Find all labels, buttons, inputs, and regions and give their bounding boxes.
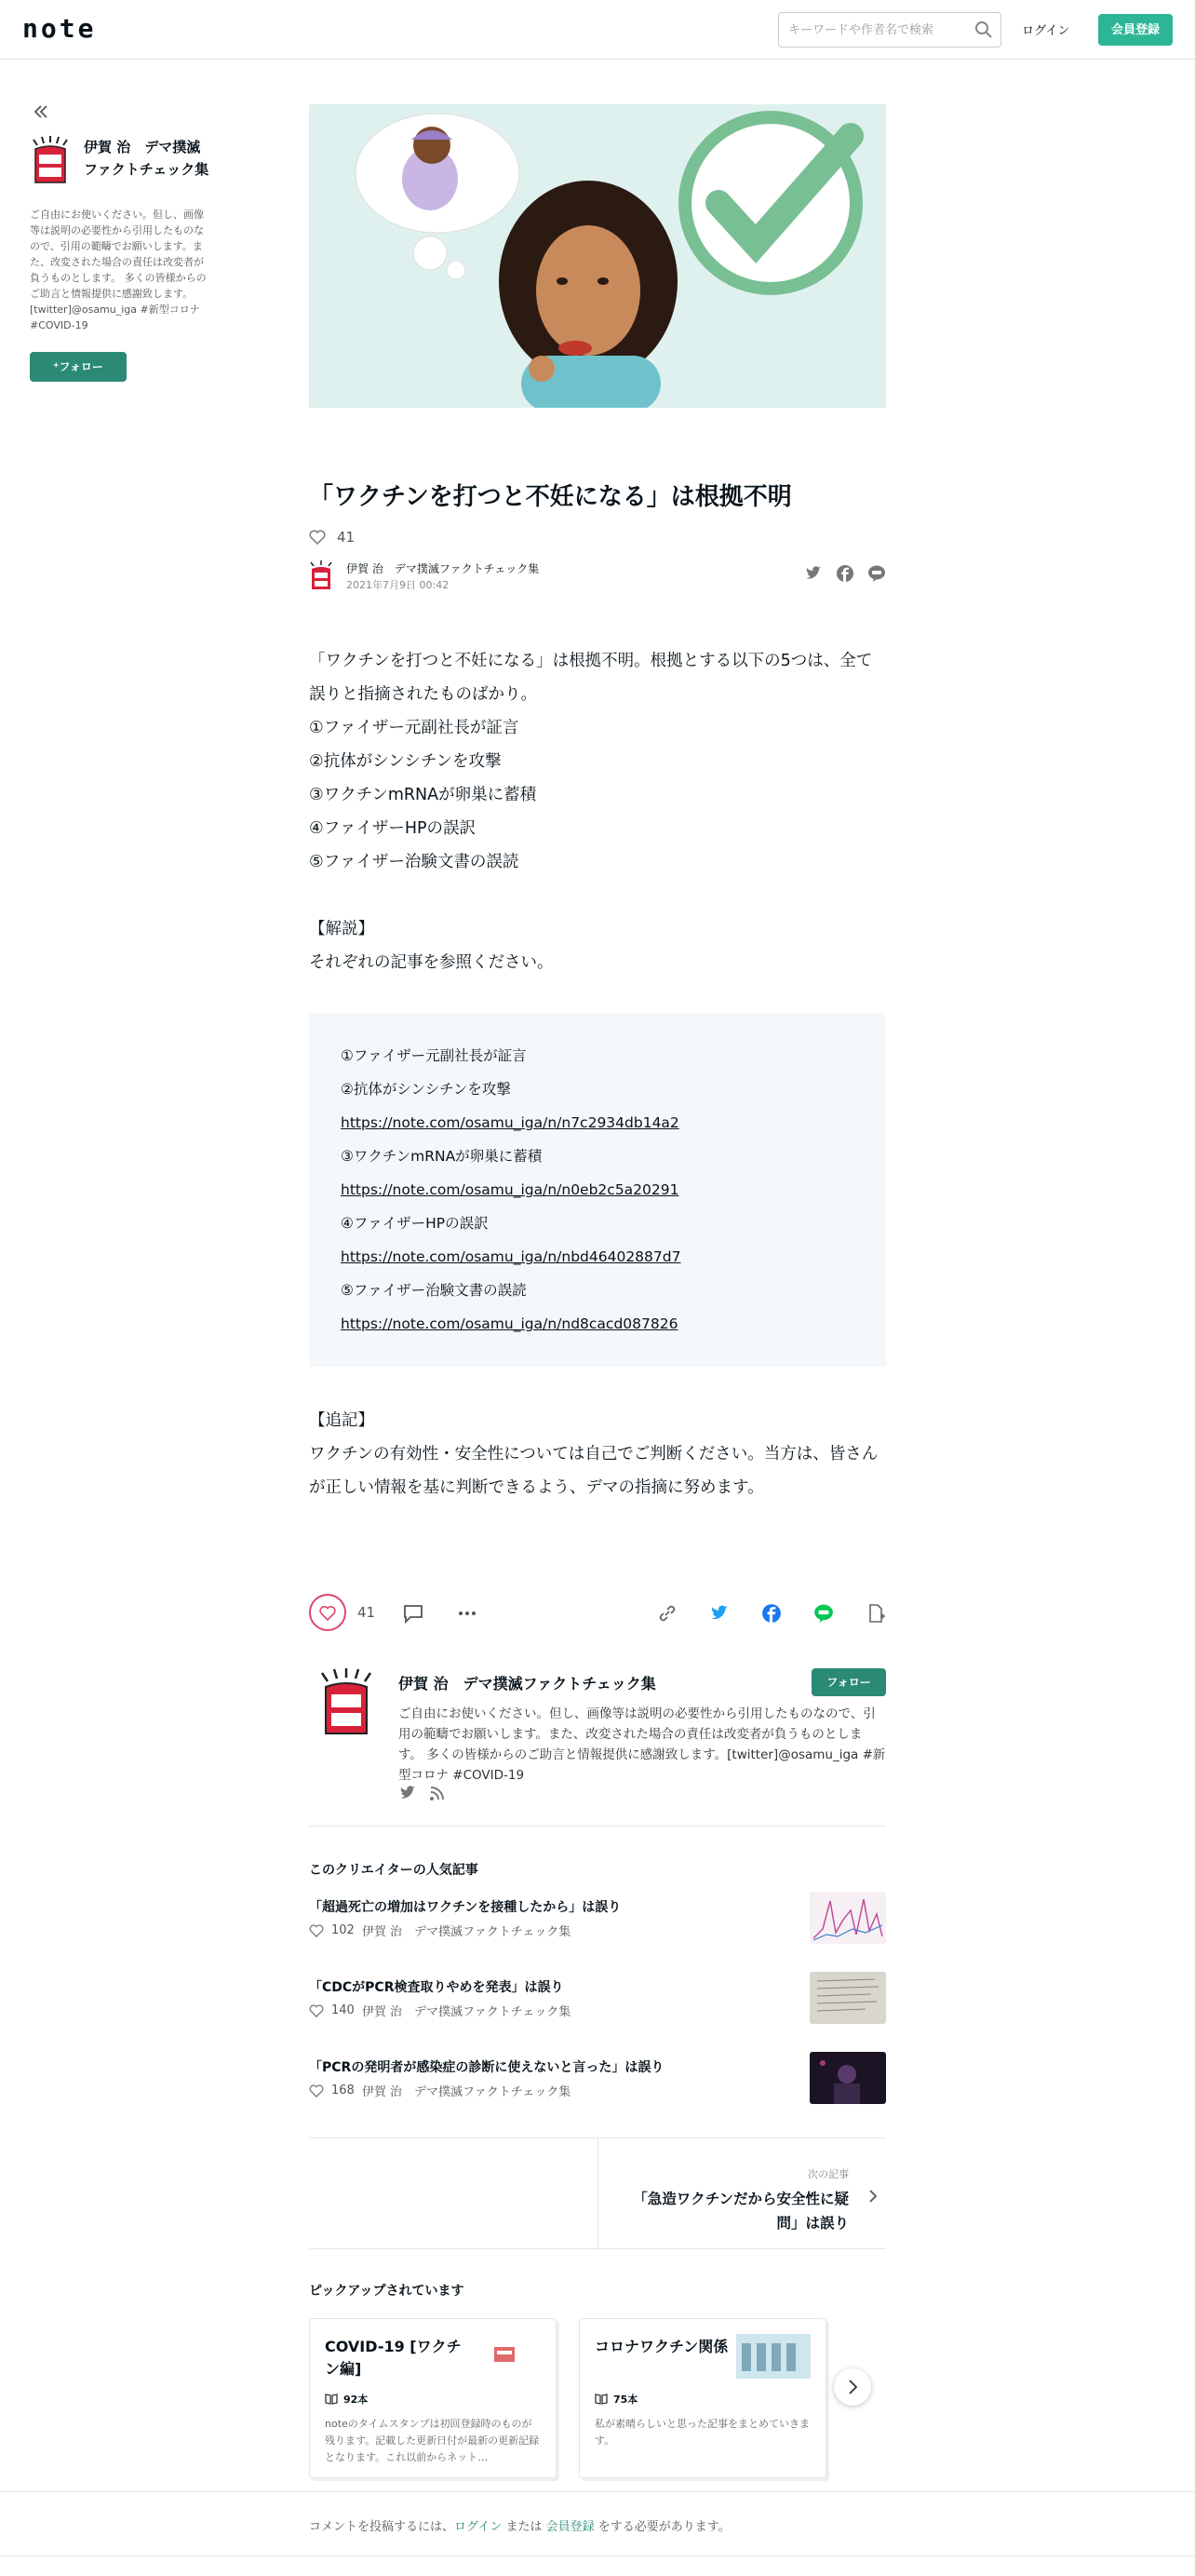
sidebar-author-name[interactable]: 伊賀 治 デマ撲滅ファクトチェック集: [84, 139, 209, 178]
pickup-carousel: [309, 2318, 886, 2486]
popular-item-title[interactable]: 「超過死亡の増加はワクチンを接種したから」は誤り: [309, 1900, 622, 1915]
article-like-count: 41: [337, 529, 356, 546]
double-chevron-left-icon[interactable]: [30, 101, 52, 123]
comment-signup-link[interactable]: 会員登録: [545, 2520, 595, 2534]
signup-button[interactable]: 会員登録: [1098, 14, 1173, 46]
popular-item-thumbnail[interactable]: [810, 2052, 886, 2104]
next-article-label: 次の記事: [808, 2168, 849, 2180]
author-avatar-hoax-icon[interactable]: [309, 560, 333, 590]
heart-icon: [311, 1596, 344, 1629]
popular-item-meta: [309, 1922, 571, 1939]
magazine-count-value: 92本: [343, 2394, 369, 2406]
book-icon: [325, 2394, 338, 2405]
author-card-bio: ご自由にお使いください。但し、画像等は説明の必要性から引用したものなので、引用の範疇でお願いします。また、改変された場合の責任は改変者が負うものとします。 多くの皆様からのご助言と情報提供に感謝致します。[twitter]@osamu_iga #新型コロナ #COVID-19: [398, 1706, 886, 1783]
heart-icon: [309, 2004, 324, 2017]
more-icon[interactable]: [456, 1603, 478, 1624]
hoax-logo-avatar[interactable]: [318, 1668, 374, 1735]
line-icon[interactable]: [813, 1603, 834, 1624]
next-article-nav: [309, 2138, 886, 2249]
comment-prompt-bar: [0, 2491, 1195, 2556]
author-profile-card: [309, 1668, 886, 1827]
hoax-logo-avatar[interactable]: [30, 136, 71, 184]
article-point: ③ワクチンmRNAが卵巣に蓄積: [309, 786, 537, 804]
article-title: 「ワクチンを打つと不妊になる」は根拠不明: [309, 483, 792, 511]
magazine-thumbnail: [466, 2334, 541, 2379]
article-meta: [309, 560, 886, 596]
add-user-icon: ⁺: [53, 360, 60, 373]
footer-share-buttons: [657, 1603, 886, 1624]
popular-item-likes: 168: [331, 2084, 355, 2097]
reference-label: ⑤ファイザー治験文書の誤読: [341, 1282, 527, 1299]
line-icon[interactable]: [867, 564, 886, 583]
article-date: 2021年7月9日 00:42: [346, 579, 450, 591]
popular-item-likes: 102: [331, 1923, 355, 1937]
header-share-buttons: [804, 564, 886, 583]
magazine-description: noteのタイムスタンプは初回登録時のものが残ります。記載した更新日付が最新の更新記録となります。これ以前からネット…: [325, 2418, 540, 2463]
search-box[interactable]: [778, 12, 1001, 47]
rss-icon[interactable]: [428, 1784, 447, 1802]
search-input[interactable]: [788, 13, 965, 47]
popular-item[interactable]: [309, 1972, 886, 2039]
twitter-icon[interactable]: [709, 1603, 730, 1624]
article-intro: 「ワクチンを打つと不妊になる」は根拠不明。根拠とする以下の5つは、全て誤りと指摘されたものばかり。: [309, 652, 873, 704]
heart-icon: [309, 2084, 324, 2097]
magazine-card[interactable]: [579, 2318, 826, 2478]
magazine-count: [595, 2392, 638, 2407]
article-point: ②抗体がシンシチンを攻撃: [309, 752, 502, 771]
reference-link[interactable]: https://note.com/osamu_iga/n/nd8cacd087826: [341, 1315, 678, 1332]
reference-label: ②抗体がシンシチンを攻撃: [341, 1081, 511, 1098]
facebook-icon[interactable]: [836, 564, 854, 583]
popular-item-title[interactable]: 「CDCがPCR検査取りやめを発表」は誤り: [309, 1980, 564, 1995]
login-link[interactable]: ログイン: [1022, 24, 1070, 38]
sidebar-author[interactable]: [30, 136, 214, 184]
magazine-title[interactable]: コロナワクチン関係: [595, 2338, 729, 2355]
comment-icon[interactable]: [402, 1603, 424, 1624]
popular-item-meta: [309, 2082, 571, 2099]
comment-login-link[interactable]: ログイン: [454, 2520, 503, 2534]
magazine-card[interactable]: [309, 2318, 557, 2478]
article-likes[interactable]: [309, 529, 886, 546]
popular-item-thumbnail[interactable]: [810, 1972, 886, 2024]
popular-item-title[interactable]: 「PCRの発明者が感染症の診断に使えないと言った」は誤り: [309, 2060, 665, 2075]
facebook-icon[interactable]: [761, 1603, 782, 1624]
popular-item-likes: 140: [331, 2003, 355, 2017]
global-header: [0, 0, 1195, 60]
magazine-count-value: 75本: [613, 2394, 638, 2406]
popular-item-meta: [309, 2002, 571, 2019]
popular-articles: [309, 1860, 886, 2119]
comment-prompt-middle: または: [502, 2520, 546, 2534]
twitter-icon[interactable]: [804, 564, 823, 583]
sidebar-follow-label: フォロー: [59, 360, 103, 373]
article-point: ⑤ファイザー治験文書の誤読: [309, 853, 519, 871]
chevron-right-icon[interactable]: [866, 2187, 880, 2205]
reference-label: ③ワクチンmRNAが卵巣に蓄積: [341, 1148, 543, 1165]
carousel-next-button[interactable]: [834, 2368, 871, 2406]
chevron-right-icon: [834, 2368, 871, 2406]
sidebar-bio: ご自由にお使いください。但し、画像等は説明の必要性から引用したものなので、引用の範疇でお願いします。また、改変された場合の責任は改変者が負うものとします。 多くの皆様からのご助言と情報提供に感謝致します。[twitter]@osamu_iga #新型コロナ #COVID-19: [30, 209, 207, 331]
magazine-count: [325, 2392, 368, 2407]
magazine-description: 私が素晴らしいと思った記事をまとめていきます。: [595, 2418, 810, 2447]
next-article-link[interactable]: [598, 2138, 886, 2250]
reference-link[interactable]: https://note.com/osamu_iga/n/nbd46402887d7: [341, 1248, 681, 1265]
creator-sidebar: [30, 101, 214, 382]
commentary-heading: 【解説】: [309, 920, 374, 938]
author-card-social: [398, 1784, 447, 1802]
popular-item[interactable]: [309, 1892, 886, 1959]
article-point: ①ファイザー元副社長が証言: [309, 719, 519, 737]
postscript-text: ワクチンの有効性・安全性については自己でご判断ください。当方は、皆さんが正しい情報を基に判断できるよう、デマの指摘に努めます。: [309, 1445, 879, 1497]
author-card-follow-button[interactable]: フォロー: [812, 1668, 886, 1696]
popular-item-author: 伊賀 治 デマ撲滅ファクトチェック集: [361, 2085, 571, 2099]
twitter-icon[interactable]: [398, 1784, 417, 1802]
comment-prompt-prefix: コメントを投稿するには、: [309, 2520, 455, 2534]
article-author-name[interactable]: 伊賀 治 デマ撲滅ファクトチェック集: [346, 562, 540, 575]
author-card-name[interactable]: 伊賀 治 デマ撲滅ファクトチェック集: [398, 1675, 656, 1693]
reference-links-box: [309, 1013, 886, 1367]
hero-image: [309, 104, 886, 408]
pickup-heading: ピックアップされています: [309, 2284, 464, 2299]
popular-item-author: 伊賀 治 デマ撲滅ファクトチェック集: [361, 2005, 571, 2019]
popular-item[interactable]: [309, 2052, 886, 2119]
embed-icon[interactable]: [866, 1603, 886, 1624]
like-count: 41: [357, 1604, 376, 1621]
magazine-title[interactable]: COVID-19 [ワクチン編]: [325, 2338, 462, 2378]
pickup-section: [309, 2281, 886, 2486]
commentary-text: それぞれの記事を参照ください。: [309, 953, 554, 972]
book-icon: [595, 2394, 608, 2405]
article-body: [309, 644, 886, 979]
reference-label: ①ファイザー元副社長が証言: [341, 1047, 527, 1064]
comment-prompt: [309, 2516, 731, 2534]
note-logo[interactable]: note: [22, 13, 97, 44]
article-main: [309, 104, 886, 2486]
magazine-thumbnail: [736, 2334, 811, 2379]
search-icon[interactable]: [974, 20, 993, 39]
reference-link[interactable]: https://note.com/osamu_iga/n/n0eb2c5a20291: [341, 1181, 679, 1198]
heart-icon: [309, 1924, 324, 1937]
sidebar-follow-button[interactable]: [30, 352, 127, 382]
hero-illustration: [309, 104, 886, 408]
comment-prompt-suffix: をする必要があります。: [594, 2520, 731, 2534]
reference-link[interactable]: https://note.com/osamu_iga/n/n7c2934db14a2: [341, 1114, 679, 1131]
article-actions: [309, 1594, 886, 1635]
like-button[interactable]: [309, 1594, 346, 1631]
next-article-title[interactable]: 「急造ワクチンだから安全性に疑問」は誤り: [633, 2191, 849, 2232]
heart-icon[interactable]: [309, 530, 326, 545]
article-point: ④ファイザーHPの誤訳: [309, 819, 477, 838]
popular-item-thumbnail[interactable]: [810, 1892, 886, 1944]
link-icon[interactable]: [657, 1603, 678, 1624]
popular-item-author: 伊賀 治 デマ撲滅ファクトチェック集: [361, 1925, 571, 1939]
popular-heading: このクリエイターの人気記事: [309, 1863, 478, 1878]
postscript-heading: 【追記】: [309, 1411, 374, 1430]
reference-label: ④ファイザーHPの誤訳: [341, 1215, 489, 1232]
postscript-section: [309, 1404, 886, 1504]
